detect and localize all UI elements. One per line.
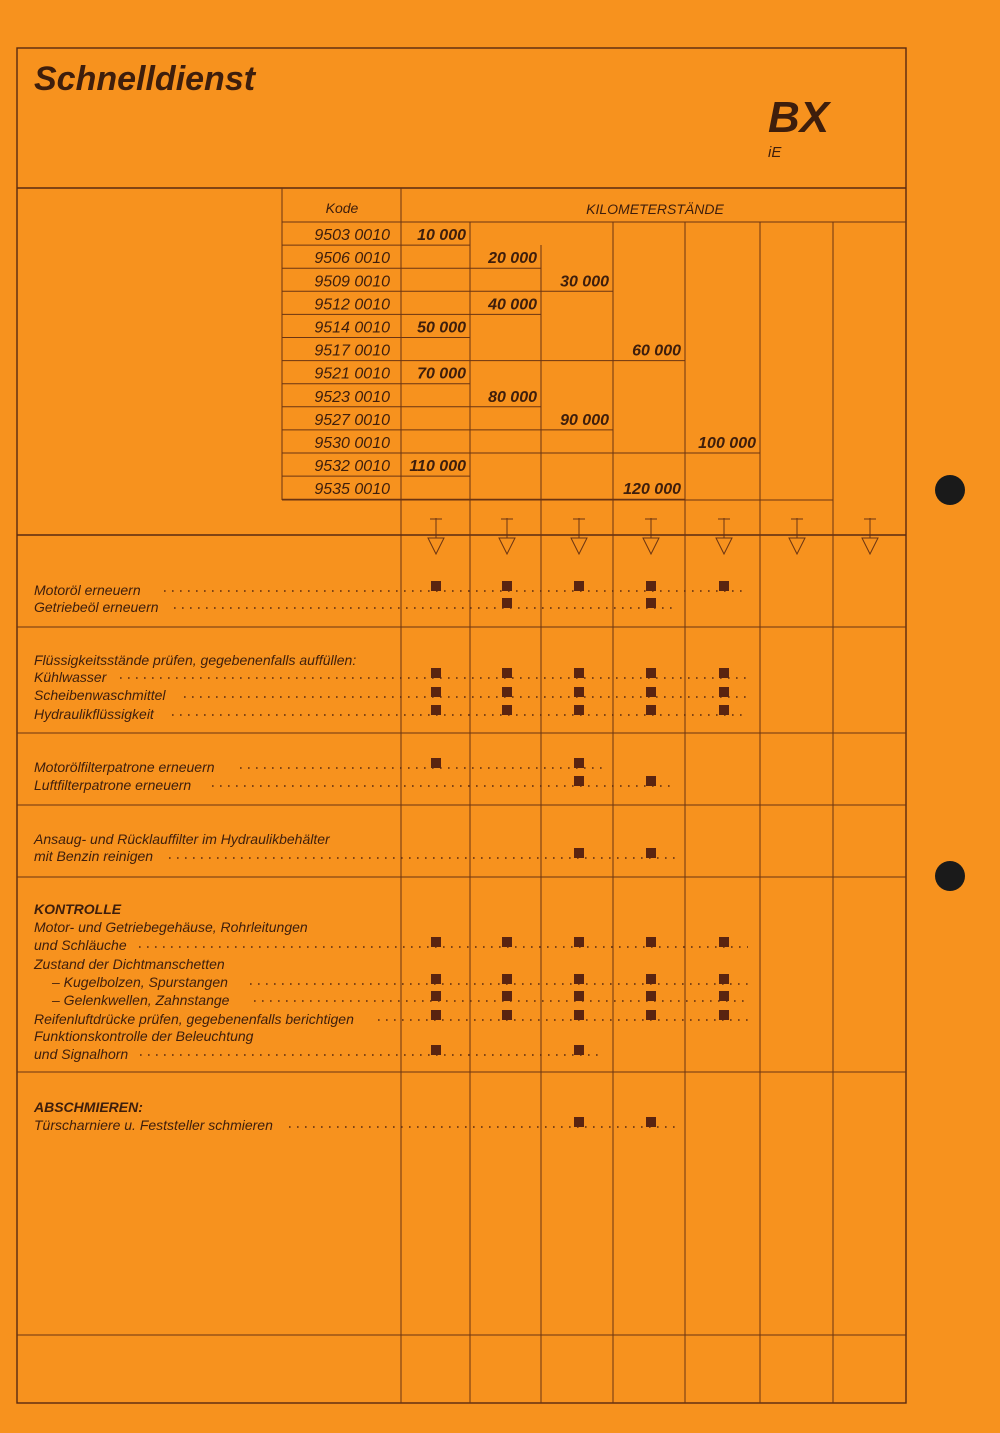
- km-cell: 50 000: [417, 319, 466, 337]
- task-dichtmanschetten-heading: Zustand der Dichtmanschetten: [34, 956, 225, 972]
- schedule-mark: [719, 991, 729, 1001]
- schedule-marks: [431, 581, 729, 1127]
- schedule-mark: [646, 1010, 656, 1020]
- schedule-mark: [646, 598, 656, 608]
- down-arrow-icon: [571, 518, 587, 554]
- schedule-mark: [431, 1010, 441, 1020]
- km-cell: 90 000: [560, 411, 609, 429]
- code-table: [282, 222, 833, 500]
- schedule-mark: [646, 848, 656, 858]
- code-cell: 9506 0010: [314, 250, 390, 268]
- schedule-mark: [574, 705, 584, 715]
- task-kugelbolzen: – Kugelbolzen, Spurstangen: [52, 974, 228, 990]
- down-arrow-icon: [862, 518, 878, 554]
- down-arrow-icon: [499, 518, 515, 554]
- schedule-mark: [646, 937, 656, 947]
- schedule-mark: [646, 776, 656, 786]
- code-cell: 9512 0010: [314, 296, 390, 314]
- code-cell: 9532 0010: [314, 458, 390, 476]
- punch-hole-lower: [935, 861, 965, 891]
- schedule-mark: [574, 668, 584, 678]
- schedule-mark: [431, 668, 441, 678]
- task-motoroel: Motoröl erneuern: [34, 582, 141, 598]
- schedule-mark: [574, 848, 584, 858]
- code-cell: 9535 0010: [314, 481, 390, 499]
- schedule-mark: [574, 991, 584, 1001]
- model-variant: iE: [768, 144, 782, 161]
- task-ansaug-line1: Ansaug- und Rücklauffilter im Hydraulikbehälter: [34, 831, 330, 847]
- task-getriebeoel: Getriebeöl erneuern: [34, 599, 159, 615]
- schedule-mark: [646, 705, 656, 715]
- km-cell: 110 000: [409, 458, 466, 476]
- schedule-mark: [646, 687, 656, 697]
- task-beleuchtung-line2: und Signalhorn: [34, 1046, 129, 1062]
- task-reifenluftdruck: Reifenluftdrücke prüfen, gegebenenfalls berichtigen: [34, 1011, 354, 1027]
- schedule-mark: [502, 991, 512, 1001]
- schedule-mark: [719, 937, 729, 947]
- code-cell: 9530 0010: [314, 435, 390, 452]
- task-ansaug-line2: mit Benzin reinigen: [34, 848, 154, 864]
- page-title: Schnelldienst: [34, 60, 256, 98]
- schedule-mark: [431, 1045, 441, 1055]
- task-scheibenwaschmittel: Scheibenwaschmittel: [34, 687, 166, 703]
- schedule-mark: [502, 1010, 512, 1020]
- schedule-mark: [574, 1117, 584, 1127]
- schedule-mark: [574, 1010, 584, 1020]
- task-luftfilter: Luftfilterpatrone erneuern: [34, 777, 192, 793]
- km-cell: 40 000: [488, 296, 537, 314]
- schedule-mark: [719, 705, 729, 715]
- task-fluessig-heading: Flüssigkeitsstände prüfen, gegebenenfalls auffüllen:: [34, 652, 357, 668]
- task-oelfilter: Motorölfilterpatrone erneuern: [34, 759, 215, 775]
- schedule-mark: [646, 974, 656, 984]
- down-arrow-icon: [428, 518, 444, 554]
- km-cell: 10 000: [417, 227, 466, 245]
- sheet-frame: [17, 48, 906, 1403]
- schedule-mark: [574, 1045, 584, 1055]
- down-arrow-icon: [716, 518, 732, 554]
- schedule-mark: [719, 581, 729, 591]
- km-cell: 70 000: [417, 365, 466, 383]
- km-cell: 30 000: [560, 273, 609, 291]
- schedule-mark: [431, 991, 441, 1001]
- code-cell: 9503 0010: [314, 227, 390, 245]
- interval-arrows: [428, 518, 878, 554]
- task-tuerscharniere: Türscharniere u. Feststeller schmieren: [34, 1117, 273, 1133]
- task-kuehlwasser: Kühlwasser: [34, 669, 107, 685]
- km-cell: 100 000: [698, 435, 756, 452]
- schedule-mark: [646, 1117, 656, 1127]
- down-arrow-icon: [789, 518, 805, 554]
- schedule-mark: [502, 974, 512, 984]
- abschmieren-heading: ABSCHMIEREN:: [34, 1099, 143, 1115]
- schedule-mark: [431, 687, 441, 697]
- schedule-mark: [574, 974, 584, 984]
- schedule-mark: [502, 937, 512, 947]
- code-cell: 9523 0010: [314, 388, 390, 406]
- task-gehaeuse-line1: Motor- und Getriebegehäuse, Rohrleitungen: [34, 919, 308, 935]
- task-gelenkwellen: – Gelenkwellen, Zahnstange: [52, 992, 230, 1008]
- code-cell: 9527 0010: [314, 411, 390, 429]
- schedule-mark: [719, 1010, 729, 1020]
- code-cell: 9509 0010: [314, 273, 390, 291]
- schedule-mark: [502, 581, 512, 591]
- task-gehaeuse-line2: und Schläuche: [34, 937, 127, 953]
- schedule-mark: [431, 758, 441, 768]
- kontrolle-heading: KONTROLLE: [34, 901, 122, 917]
- schedule-mark: [431, 705, 441, 715]
- schedule-mark: [646, 581, 656, 591]
- schedule-mark: [719, 687, 729, 697]
- schedule-mark: [719, 668, 729, 678]
- schedule-mark: [431, 974, 441, 984]
- schedule-mark: [574, 758, 584, 768]
- schedule-mark: [574, 776, 584, 786]
- schedule-mark: [502, 668, 512, 678]
- schedule-mark: [574, 687, 584, 697]
- schedule-mark: [574, 581, 584, 591]
- code-cell: 9517 0010: [314, 342, 390, 360]
- schedule-mark: [502, 687, 512, 697]
- schedule-mark: [502, 705, 512, 715]
- punch-hole-upper: [935, 475, 965, 505]
- km-cell: 120 000: [623, 481, 681, 499]
- schedule-mark: [646, 668, 656, 678]
- schedule-mark: [431, 937, 441, 947]
- task-beleuchtung-line1: Funktionskontrolle der Beleuchtung: [34, 1028, 254, 1044]
- code-cell: 9514 0010: [314, 319, 390, 337]
- code-cell: 9521 0010: [314, 365, 390, 383]
- km-cell: 20 000: [488, 250, 537, 268]
- code-column-header: Kode: [325, 200, 359, 216]
- km-column-header: KILOMETERSTÄNDE: [586, 201, 724, 217]
- schedule-mark: [431, 581, 441, 591]
- schedule-mark: [574, 937, 584, 947]
- km-cell: 60 000: [632, 342, 681, 360]
- schedule-mark: [502, 598, 512, 608]
- schedule-mark: [719, 974, 729, 984]
- model-name: BX: [768, 93, 830, 142]
- km-cell: 80 000: [488, 388, 537, 406]
- task-hydraulik: Hydraulikflüssigkeit: [34, 706, 154, 722]
- schedule-mark: [646, 991, 656, 1001]
- down-arrow-icon: [643, 518, 659, 554]
